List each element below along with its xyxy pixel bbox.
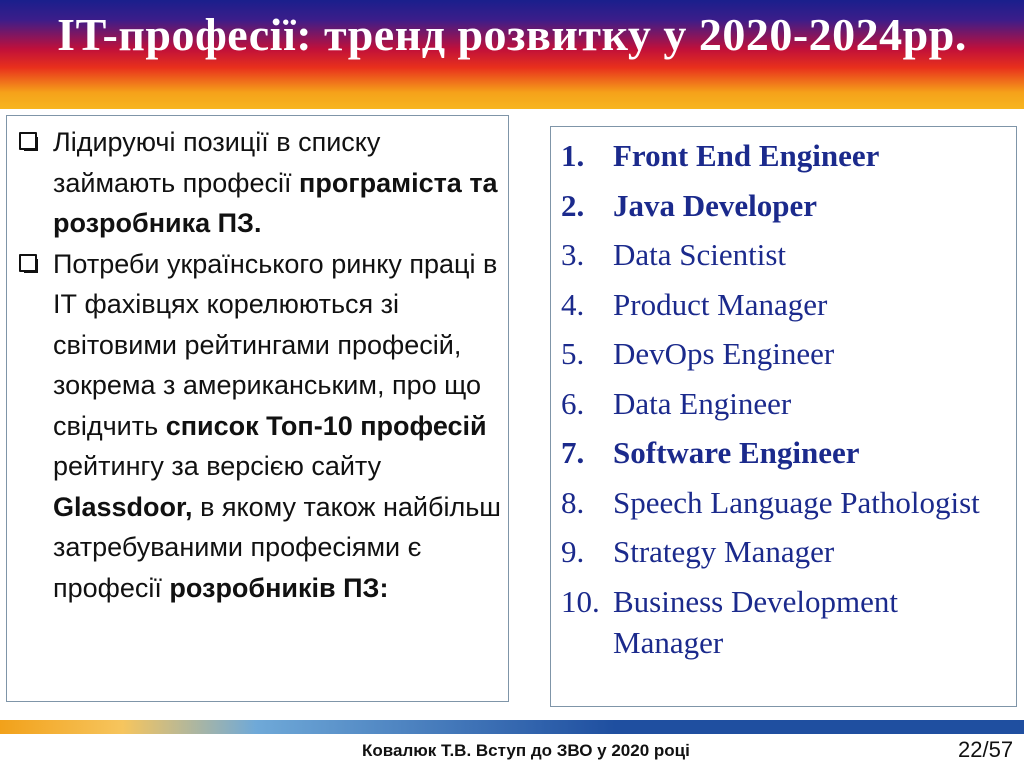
bullet-item-1 <box>17 122 505 244</box>
list-item <box>561 482 1011 523</box>
list-item-number: 7. <box>561 435 585 470</box>
list-item-text: DevOps Engineer <box>613 336 835 371</box>
right-list-box <box>550 126 1017 707</box>
left-text-box <box>6 115 509 702</box>
list-item-text: Business Development Manager <box>613 583 898 660</box>
bullet2-bold-top10: список Топ-10 професій <box>165 410 487 441</box>
bullet2-text: Потреби українського ринку праці в ІТ фахівцях корелюються зі світовими рейтингами професій, зокрема з американським, про що свідчить <box>53 248 498 441</box>
checkbox-bullet-icon <box>19 132 37 150</box>
professions-list <box>561 135 1011 671</box>
footer-bar <box>0 720 1024 734</box>
list-item-text: Data Engineer <box>613 385 792 421</box>
bullet-item-2 <box>17 244 505 609</box>
list-item-number: 4. <box>561 286 585 322</box>
list-item-number: 2. <box>561 187 585 223</box>
bullet1-bold: програміста та розробника ПЗ. <box>53 167 498 238</box>
list-item <box>561 185 1011 226</box>
list-item <box>561 531 1011 572</box>
bullet2-bold-glassdoor: Glassdoor, <box>53 491 193 522</box>
bullet2-bold-developers: розробників ПЗ: <box>169 572 389 603</box>
list-item-text: Strategy Manager <box>613 534 835 569</box>
list-item-number: 1. <box>561 138 585 173</box>
list-item <box>561 383 1011 424</box>
list-item-number: 9. <box>561 534 585 569</box>
list-item-text: Product Manager <box>613 286 828 322</box>
list-item-number: 5. <box>561 336 585 371</box>
list-item-number: 3. <box>561 237 585 272</box>
title-bar <box>0 0 1024 109</box>
page-number: 22/57 <box>958 737 1014 762</box>
list-item <box>561 135 1011 176</box>
bullet2-mid: рейтингу за версією сайту <box>53 451 382 481</box>
list-item-number: 8. <box>561 484 585 520</box>
list-item-number: 6. <box>561 385 585 421</box>
bullet-list <box>17 122 505 608</box>
slide-title: IT-професії: тренд розвитку у 2020-2024рр. <box>57 9 967 60</box>
checkbox-bullet-icon <box>19 254 37 272</box>
list-item-text: Software Engineer <box>613 435 860 470</box>
list-item-text: Java Developer <box>613 187 818 223</box>
list-item <box>561 432 1011 473</box>
list-item-text: Speech Language Pathologist <box>613 484 980 520</box>
list-item <box>561 581 1011 663</box>
list-item <box>561 333 1011 374</box>
bullet1-text: Лідируючі позиції в списку займають професії <box>53 127 381 198</box>
footer-author: Ковалюк Т.В. Вступ до ЗВО у 2020 році <box>362 741 690 760</box>
list-item-text: Data Scientist <box>613 237 787 272</box>
list-item <box>561 284 1011 325</box>
list-item-number: 10. <box>561 583 600 619</box>
list-item-text: Front End Engineer <box>613 138 880 173</box>
list-item <box>561 234 1011 275</box>
bullet2-post: в якому також найбільш затребуваними професіями є професії <box>53 491 501 603</box>
